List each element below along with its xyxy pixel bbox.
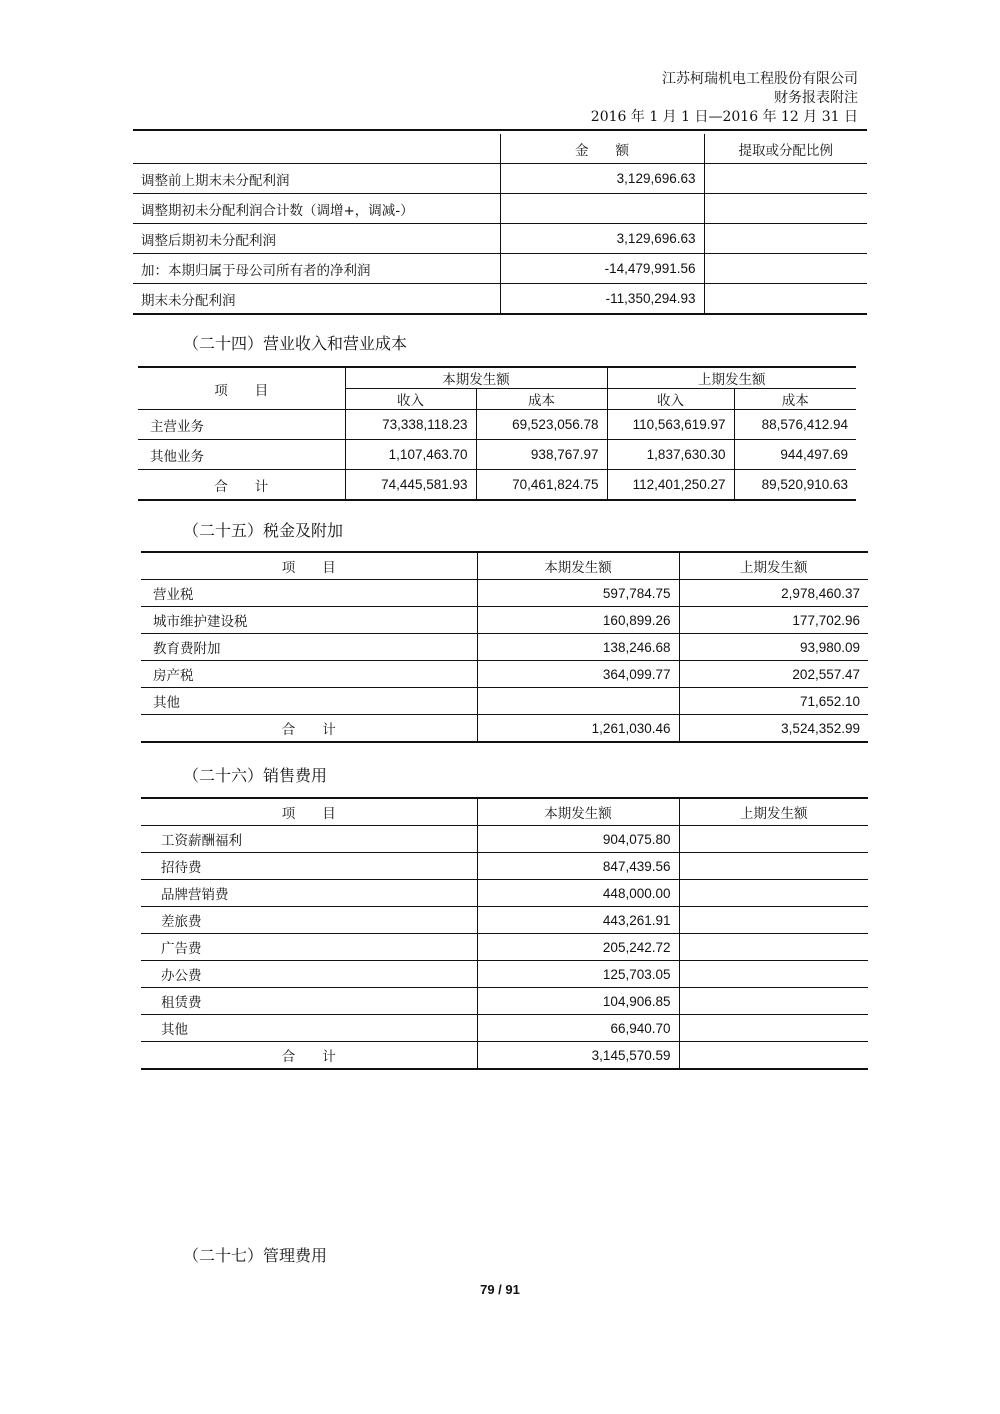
row-label: 期末未分配利润	[133, 284, 500, 315]
table-row	[141, 853, 868, 880]
cell-value: 938,767.97	[476, 440, 607, 470]
col-header-current: 本期发生额	[477, 798, 679, 826]
cell-value	[679, 1015, 868, 1042]
cell-value: 202,557.47	[679, 661, 868, 688]
col-header-ratio: 提取或分配比例	[704, 134, 867, 164]
row-label: 办公费	[141, 961, 477, 988]
report-period: 2016 年 1 月 1 日—2016 年 12 月 31 日	[590, 109, 858, 125]
header-rule	[133, 129, 867, 131]
table-row	[133, 284, 867, 315]
col-header-item: 项 目	[141, 552, 477, 580]
row-amount: 3,129,696.63	[500, 164, 704, 194]
row-label: 招待费	[141, 853, 477, 880]
selling-expenses-table	[141, 797, 868, 1070]
table-row	[141, 607, 868, 634]
cell-value: 112,401,250.27	[607, 470, 734, 501]
row-label: 合 计	[138, 470, 345, 501]
row-label: 品牌营销费	[141, 880, 477, 907]
section-title-revenue: （二十四）营业收入和营业成本	[183, 334, 408, 353]
cell-value: 3,524,352.99	[679, 715, 868, 743]
col-header-prior: 上期发生额	[679, 552, 868, 580]
cell-value: 944,497.69	[734, 440, 856, 470]
cell-value	[679, 961, 868, 988]
cell-value: 110,563,619.97	[607, 410, 734, 440]
cell-value: 93,980.09	[679, 634, 868, 661]
col-header-prior: 上期发生额	[607, 367, 856, 389]
cell-value: 364,099.77	[477, 661, 679, 688]
col-header-cost: 成本	[734, 389, 856, 410]
row-label: 调整前上期末未分配利润	[133, 164, 500, 194]
table-row	[141, 634, 868, 661]
table-header-row	[141, 552, 868, 580]
row-label: 其他	[141, 688, 477, 715]
row-label: 房产税	[141, 661, 477, 688]
cell-value: 1,837,630.30	[607, 440, 734, 470]
cell-value: 205,242.72	[477, 934, 679, 961]
table-header-row	[133, 134, 867, 164]
table-row	[141, 934, 868, 961]
table-total-row	[141, 1042, 868, 1070]
table-row	[141, 988, 868, 1015]
cell-value	[477, 688, 679, 715]
row-amount: -11,350,294.93	[500, 284, 704, 315]
table-row	[141, 1015, 868, 1042]
cell-value: 73,338,118.23	[345, 410, 476, 440]
row-label: 合 计	[141, 1042, 477, 1070]
table-header-row	[141, 798, 868, 826]
row-label: 调整期初未分配利润合计数（调增+，调减-）	[133, 194, 500, 224]
row-amount: -14,479,991.56	[500, 254, 704, 284]
row-label: 教育费附加	[141, 634, 477, 661]
row-label: 加：本期归属于母公司所有者的净利润	[133, 254, 500, 284]
cell-value: 104,906.85	[477, 988, 679, 1015]
col-header-cost: 成本	[476, 389, 607, 410]
page-header	[591, 70, 858, 127]
table-row	[141, 580, 868, 607]
col-header-item: 项 目	[141, 798, 477, 826]
cell-value: 1,261,030.46	[477, 715, 679, 743]
row-label: 广告费	[141, 934, 477, 961]
revenue-cost-table	[138, 366, 856, 501]
section-title-admin-expenses: （二十七）管理费用	[183, 1246, 328, 1265]
row-label: 调整后期初未分配利润	[133, 224, 500, 254]
cell-value: 160,899.26	[477, 607, 679, 634]
col-header-current: 本期发生额	[477, 552, 679, 580]
col-header-prior: 上期发生额	[679, 798, 868, 826]
cell-value: 2,978,460.37	[679, 580, 868, 607]
row-label: 租赁费	[141, 988, 477, 1015]
cell-value: 597,784.75	[477, 580, 679, 607]
row-amount: 3,129,696.63	[500, 224, 704, 254]
row-label: 差旅费	[141, 907, 477, 934]
col-header-income: 收入	[607, 389, 734, 410]
cell-value: 847,439.56	[477, 853, 679, 880]
row-label: 主营业务	[138, 410, 345, 440]
page-number: 79 / 91	[480, 1282, 520, 1297]
undistributed-profit-table	[133, 134, 867, 315]
table-row	[133, 164, 867, 194]
table-row	[138, 410, 856, 440]
table-row	[133, 194, 867, 224]
table-row	[138, 440, 856, 470]
cell-value	[679, 907, 868, 934]
table-total-row	[138, 470, 856, 501]
cell-value: 71,652.10	[679, 688, 868, 715]
cell-value: 88,576,412.94	[734, 410, 856, 440]
col-header-current: 本期发生额	[345, 367, 607, 389]
row-label: 营业税	[141, 580, 477, 607]
cell-value: 138,246.68	[477, 634, 679, 661]
row-label: 其他业务	[138, 440, 345, 470]
row-label: 工资薪酬福利	[141, 826, 477, 853]
table-row	[141, 826, 868, 853]
table-row	[141, 907, 868, 934]
table-header-row	[138, 367, 856, 389]
company-name: 江苏柯瑞机电工程股份有限公司	[662, 71, 858, 87]
row-label: 城市维护建设税	[141, 607, 477, 634]
cell-value: 69,523,056.78	[476, 410, 607, 440]
table-row	[141, 961, 868, 988]
cell-value	[679, 1042, 868, 1070]
table-row	[141, 880, 868, 907]
cell-value: 904,075.80	[477, 826, 679, 853]
col-header-amount: 金 额	[500, 134, 704, 164]
taxes-surcharges-table	[141, 551, 868, 743]
cell-value: 177,702.96	[679, 607, 868, 634]
cell-value	[679, 826, 868, 853]
document-name: 财务报表附注	[774, 90, 858, 106]
table-row	[133, 224, 867, 254]
section-title-selling-expenses: （二十六）销售费用	[183, 766, 328, 785]
table-total-row	[141, 715, 868, 743]
cell-value	[679, 988, 868, 1015]
row-label: 合 计	[141, 715, 477, 743]
cell-value: 443,261.91	[477, 907, 679, 934]
cell-value: 125,703.05	[477, 961, 679, 988]
cell-value: 3,145,570.59	[477, 1042, 679, 1070]
row-amount	[500, 194, 704, 224]
table-row	[141, 688, 868, 715]
table-row	[141, 661, 868, 688]
cell-value: 1,107,463.70	[345, 440, 476, 470]
cell-value: 66,940.70	[477, 1015, 679, 1042]
col-header-income: 收入	[345, 389, 476, 410]
cell-value: 448,000.00	[477, 880, 679, 907]
cell-value	[679, 934, 868, 961]
cell-value	[679, 880, 868, 907]
table-row	[133, 254, 867, 284]
cell-value: 74,445,581.93	[345, 470, 476, 501]
row-label: 其他	[141, 1015, 477, 1042]
col-header-item: 项 目	[138, 367, 345, 410]
section-title-taxes: （二十五）税金及附加	[183, 521, 344, 540]
cell-value	[679, 853, 868, 880]
cell-value: 89,520,910.63	[734, 470, 856, 501]
cell-value: 70,461,824.75	[476, 470, 607, 501]
